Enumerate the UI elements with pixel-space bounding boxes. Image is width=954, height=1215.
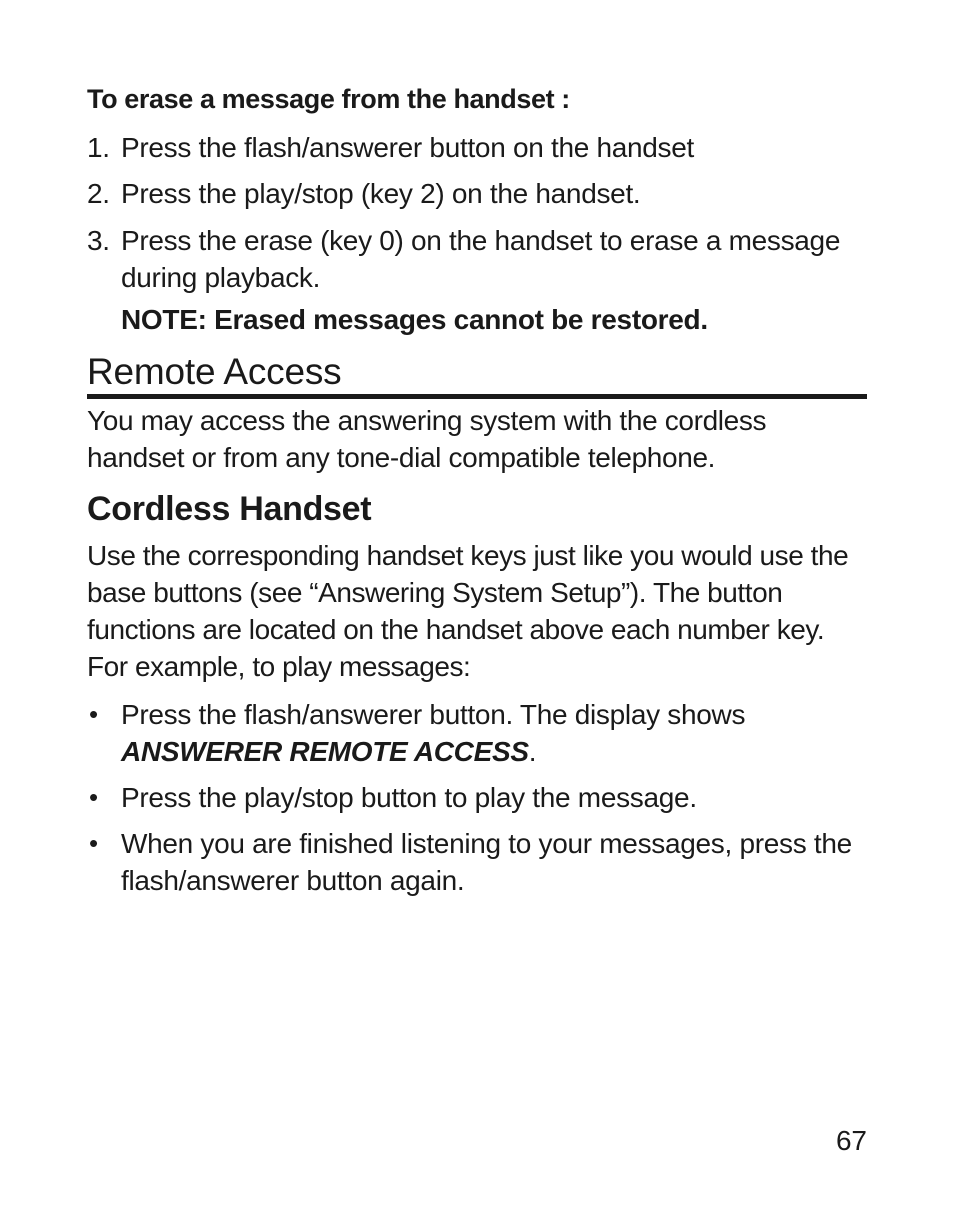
erase-section-heading: To erase a message from the handset :: [87, 84, 570, 114]
bullet-text: Press the play/stop button to play the message.: [121, 782, 697, 813]
step-text: Press the play/stop (key 2) on the handset.: [121, 178, 641, 209]
bullet-item-2: [87, 779, 867, 816]
erase-note: NOTE: Erased messages cannot be restored.: [121, 304, 708, 335]
page-number: 67: [836, 1125, 867, 1156]
step-text: Press the flash/answerer button on the handset: [121, 132, 695, 163]
erase-step-3: [87, 222, 867, 296]
display-message: ANSWERER REMOTE ACCESS: [121, 736, 529, 767]
bullet-item-3: [87, 825, 867, 899]
remote-access-intro: You may access the answering system with the cordless handset or from any tone-dial compatible telephone.: [87, 405, 767, 473]
step-number: 2.: [87, 178, 110, 209]
bullet-text: When you are finished listening to your messages, press the flash/answerer button again.: [121, 828, 852, 896]
bullet-icon: •: [89, 828, 98, 858]
cordless-handset-heading: Cordless Handset: [87, 490, 372, 528]
step-number: 1.: [87, 132, 110, 163]
cordless-handset-intro: Use the corresponding handset keys just like you would use the base buttons (see “Answering System Setup”). The button functions are located on the handset above each number key. For example, to play messages:: [87, 540, 849, 682]
remote-access-heading: [87, 350, 867, 399]
bullet-icon: •: [89, 782, 98, 812]
bullet-text: Press the flash/answerer button. The display shows ANSWERER REMOTE ACCESS.: [121, 699, 746, 767]
erase-step-1: [87, 129, 867, 166]
step-text: Press the erase (key 0) on the handset to erase a message during playback.: [121, 225, 841, 293]
remote-access-title: Remote Access: [87, 351, 342, 392]
erase-step-2: [87, 175, 867, 212]
bullet-icon: •: [89, 699, 98, 729]
bullet-item-1: [87, 696, 867, 770]
step-number: 3.: [87, 225, 110, 256]
